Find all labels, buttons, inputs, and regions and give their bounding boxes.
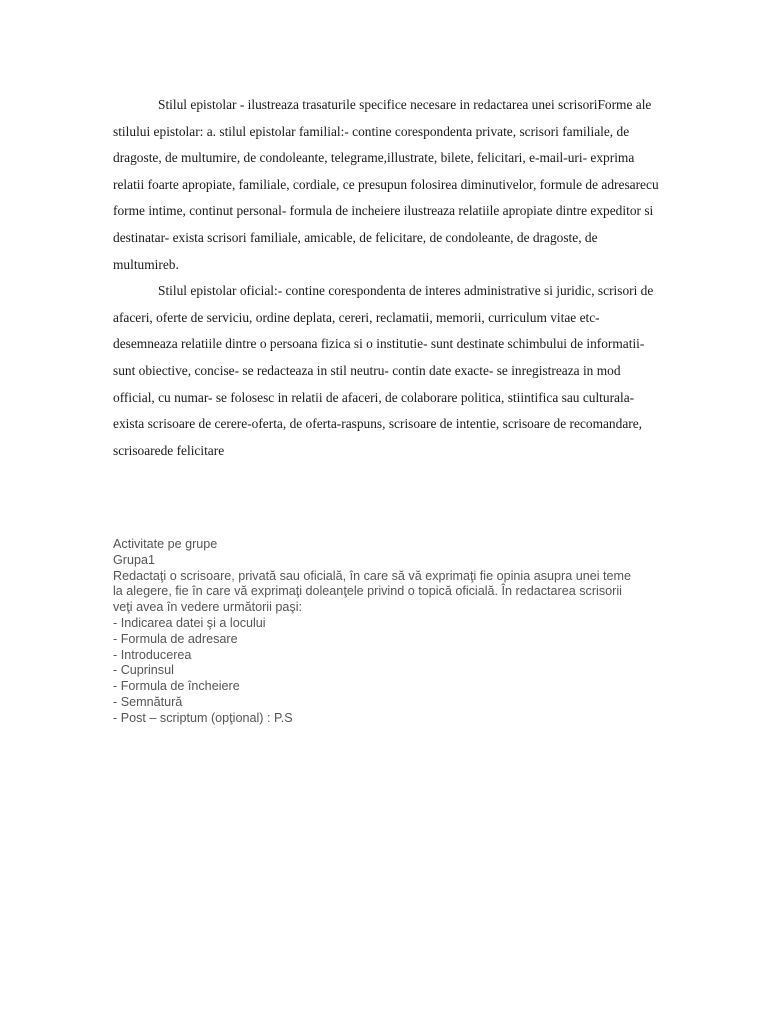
activity-instructions: Redactaţi o scrisoare, privată sau oficială, în care să vă exprimaţi fie opinia asupra unei teme la alegere, fie în care vă exprimaţi doleanţele privind o topică oficială. În redactarea scrisorii veţi avea în vedere următorii paşi: — [113, 568, 632, 615]
group-label: Grupa1 — [113, 552, 156, 567]
list-item: - Semnătură — [113, 694, 183, 709]
group-activity-section — [113, 537, 633, 727]
steps-list — [113, 616, 633, 727]
list-item: - Cuprinsul — [113, 663, 174, 678]
list-item: - Post – scriptum (opţional) : P.S — [113, 710, 293, 725]
epistolary-style-text — [113, 92, 661, 464]
paragraph-official-style: Stilul epistolar oficial:- contine corespondenta de interes administrative si juridic, scrisori de afaceri, oferte de serviciu, ordine deplata, cereri, reclamatii, memorii, curriculum vitae etc- desemneaza relatiile dintre o persoana fizica si o institutie- sunt destinate schimbului de informatii- sunt obiective, concise- se redacteaza in stil neutru- contin date exacte- se inregistreaza in mod official, cu numar- se folosesc in relatii de afaceri, de colaborare politica, stiintifica sau culturala- exista scrisoare de cerere-oferta, de oferta-raspuns, scrisoare de intentie, scrisoare de recomandare, scrisoarede felicitare — [113, 283, 654, 458]
activity-title: Activitate pe grupe — [113, 537, 218, 551]
list-item: - Formula de adresare — [113, 631, 238, 646]
list-item: - Introducerea — [113, 647, 192, 662]
list-item: - Formula de încheiere — [113, 679, 240, 694]
paragraph-familial-style: Stilul epistolar - ilustreaza trasaturile specifice necesare in redactarea unei scrisoriForme ale stilului epistolar: a. stilul epistolar familial:- contine corespondenta private, scrisori familiale, de dragoste, de multumire, de condoleante, telegrame,illustrate, bilete, felicitari, e-mail-uri- exprima relatii foarte apropiate, familiale, cordiale, ce presupun folosirea diminutivelor, formule de adresarecu forme intime, continut personal- formula de incheiere ilustreaza relatiile apropiate dintre expeditor si destinatar- exista scrisori familiale, amicable, de felicitare, de condoleante, de dragoste, de multumireb. — [113, 97, 659, 272]
list-item: - Indicarea datei şi a locului — [113, 615, 266, 630]
